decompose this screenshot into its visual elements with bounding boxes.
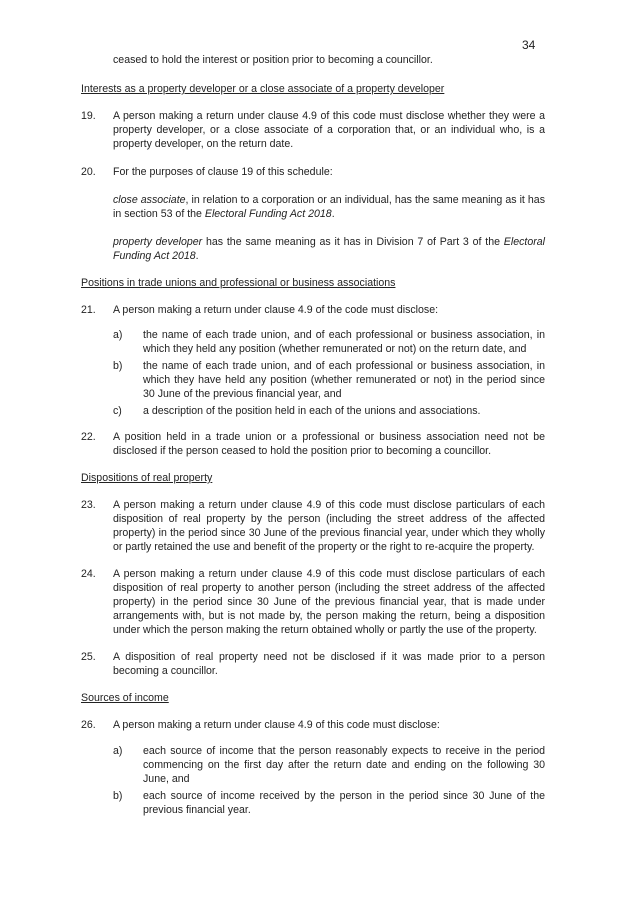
section-heading-dispositions: Dispositions of real property <box>81 472 213 484</box>
definition-text: , in relation to a corporation or an individual, has the same meaning as it has in section 53 of the <box>113 194 545 220</box>
definition-text: has the same meaning as it has in Division 7 of Part 3 of the <box>202 236 504 248</box>
clause-22 <box>81 430 545 458</box>
section-heading-income: Sources of income <box>81 692 169 704</box>
clause-26 <box>81 718 545 732</box>
document-body <box>81 53 545 817</box>
item-letter: b) <box>113 360 123 372</box>
definition-end: . <box>331 208 335 220</box>
clause-24 <box>81 567 545 637</box>
item-letter: c) <box>113 405 122 417</box>
clause-text: A disposition of real property need not be disclosed if it was made prior to a person becoming a councillor. <box>113 651 545 677</box>
definition-close-associate <box>81 193 545 221</box>
item-letter: a) <box>113 329 123 341</box>
clause-text: A person making a return under clause 4.9 of this code must disclose particulars of each disposition of real property by the person (including the street address of the affected property) in the period since 30 June of the previous financial year, under which they wholly or partly retained the use and benefit of the property or the right to re-acquire the property. <box>113 499 545 553</box>
clause-23 <box>81 498 545 554</box>
clause-text: A person making a return under clause 4.9 of this code must disclose particulars of each disposition of real property to another person (including the street address of the affected property) in the period since 30 June of the previous financial year, that is made under arrangements with, but is not made by, the person making the return, being a disposition under which the person making the return obtained wholly or partly the use of the property. <box>113 568 545 636</box>
item-text: the name of each trade union, and of each professional or business association, in which they held any position (whether remunerated or not) on the return date, and <box>143 329 545 355</box>
item-letter: b) <box>113 790 123 802</box>
clause-number: 25. <box>81 651 96 663</box>
section-heading-property-developer: Interests as a property developer or a close associate of a property developer <box>81 83 445 95</box>
continuation-text: ceased to hold the interest or position prior to becoming a councillor. <box>113 54 433 66</box>
defined-term: property developer <box>113 236 203 248</box>
clause-number: 22. <box>81 431 96 443</box>
item-text: each source of income that the person reasonably expects to receive in the period commencing on the first day after the return date and ending on the following 30 June, and <box>143 745 545 785</box>
act-name: Electoral Funding Act 2018 <box>113 236 545 262</box>
definition-property-developer <box>81 235 545 263</box>
list-item <box>113 744 545 786</box>
clause-number: 24. <box>81 568 96 580</box>
clause-text: A person making a return under clause 4.9 of the code must disclose: <box>113 304 439 316</box>
clause-text: A person making a return under clause 4.9 of this code must disclose: <box>113 719 440 731</box>
clause-number: 23. <box>81 499 96 511</box>
clause-20 <box>81 165 545 179</box>
list-item <box>113 328 545 356</box>
clause-26-items <box>81 744 545 817</box>
clause-number: 20. <box>81 166 96 178</box>
definition-end: . <box>195 250 199 262</box>
section-heading-trade-unions: Positions in trade unions and professional or business associations <box>81 277 396 289</box>
item-text: the name of each trade union, and of each professional or business association, in which they have held any position (whether remunerated or not) in the period since 30 June of the previous financial year, and <box>143 360 545 400</box>
clause-text: A person making a return under clause 4.9 of this code must disclose whether they were a property developer, or a close associate of a corporation that, or an individual who, is a property developer, on the return date. <box>113 110 545 150</box>
clause-19 <box>81 109 545 151</box>
clause-number: 21. <box>81 304 96 316</box>
item-text: a description of the position held in each of the unions and associations. <box>143 405 481 417</box>
clause-number: 19. <box>81 110 96 122</box>
act-name: Electoral Funding Act 2018 <box>204 208 332 220</box>
clause-21 <box>81 303 545 317</box>
list-item <box>113 404 545 418</box>
list-item <box>113 359 545 401</box>
page-number: 34 <box>522 38 536 52</box>
clause-25 <box>81 650 545 678</box>
list-item <box>113 789 545 817</box>
defined-term: close associate <box>113 194 186 206</box>
clause-number: 26. <box>81 719 96 731</box>
item-letter: a) <box>113 745 123 757</box>
clause-text: For the purposes of clause 19 of this schedule: <box>113 166 333 178</box>
clause-21-items <box>81 328 545 418</box>
clause-text: A position held in a trade union or a professional or business association need not be disclosed if the person ceased to hold the position prior to becoming a councillor. <box>113 431 545 457</box>
item-text: each source of income received by the person in the period since 30 June of the previous financial year. <box>143 790 545 816</box>
